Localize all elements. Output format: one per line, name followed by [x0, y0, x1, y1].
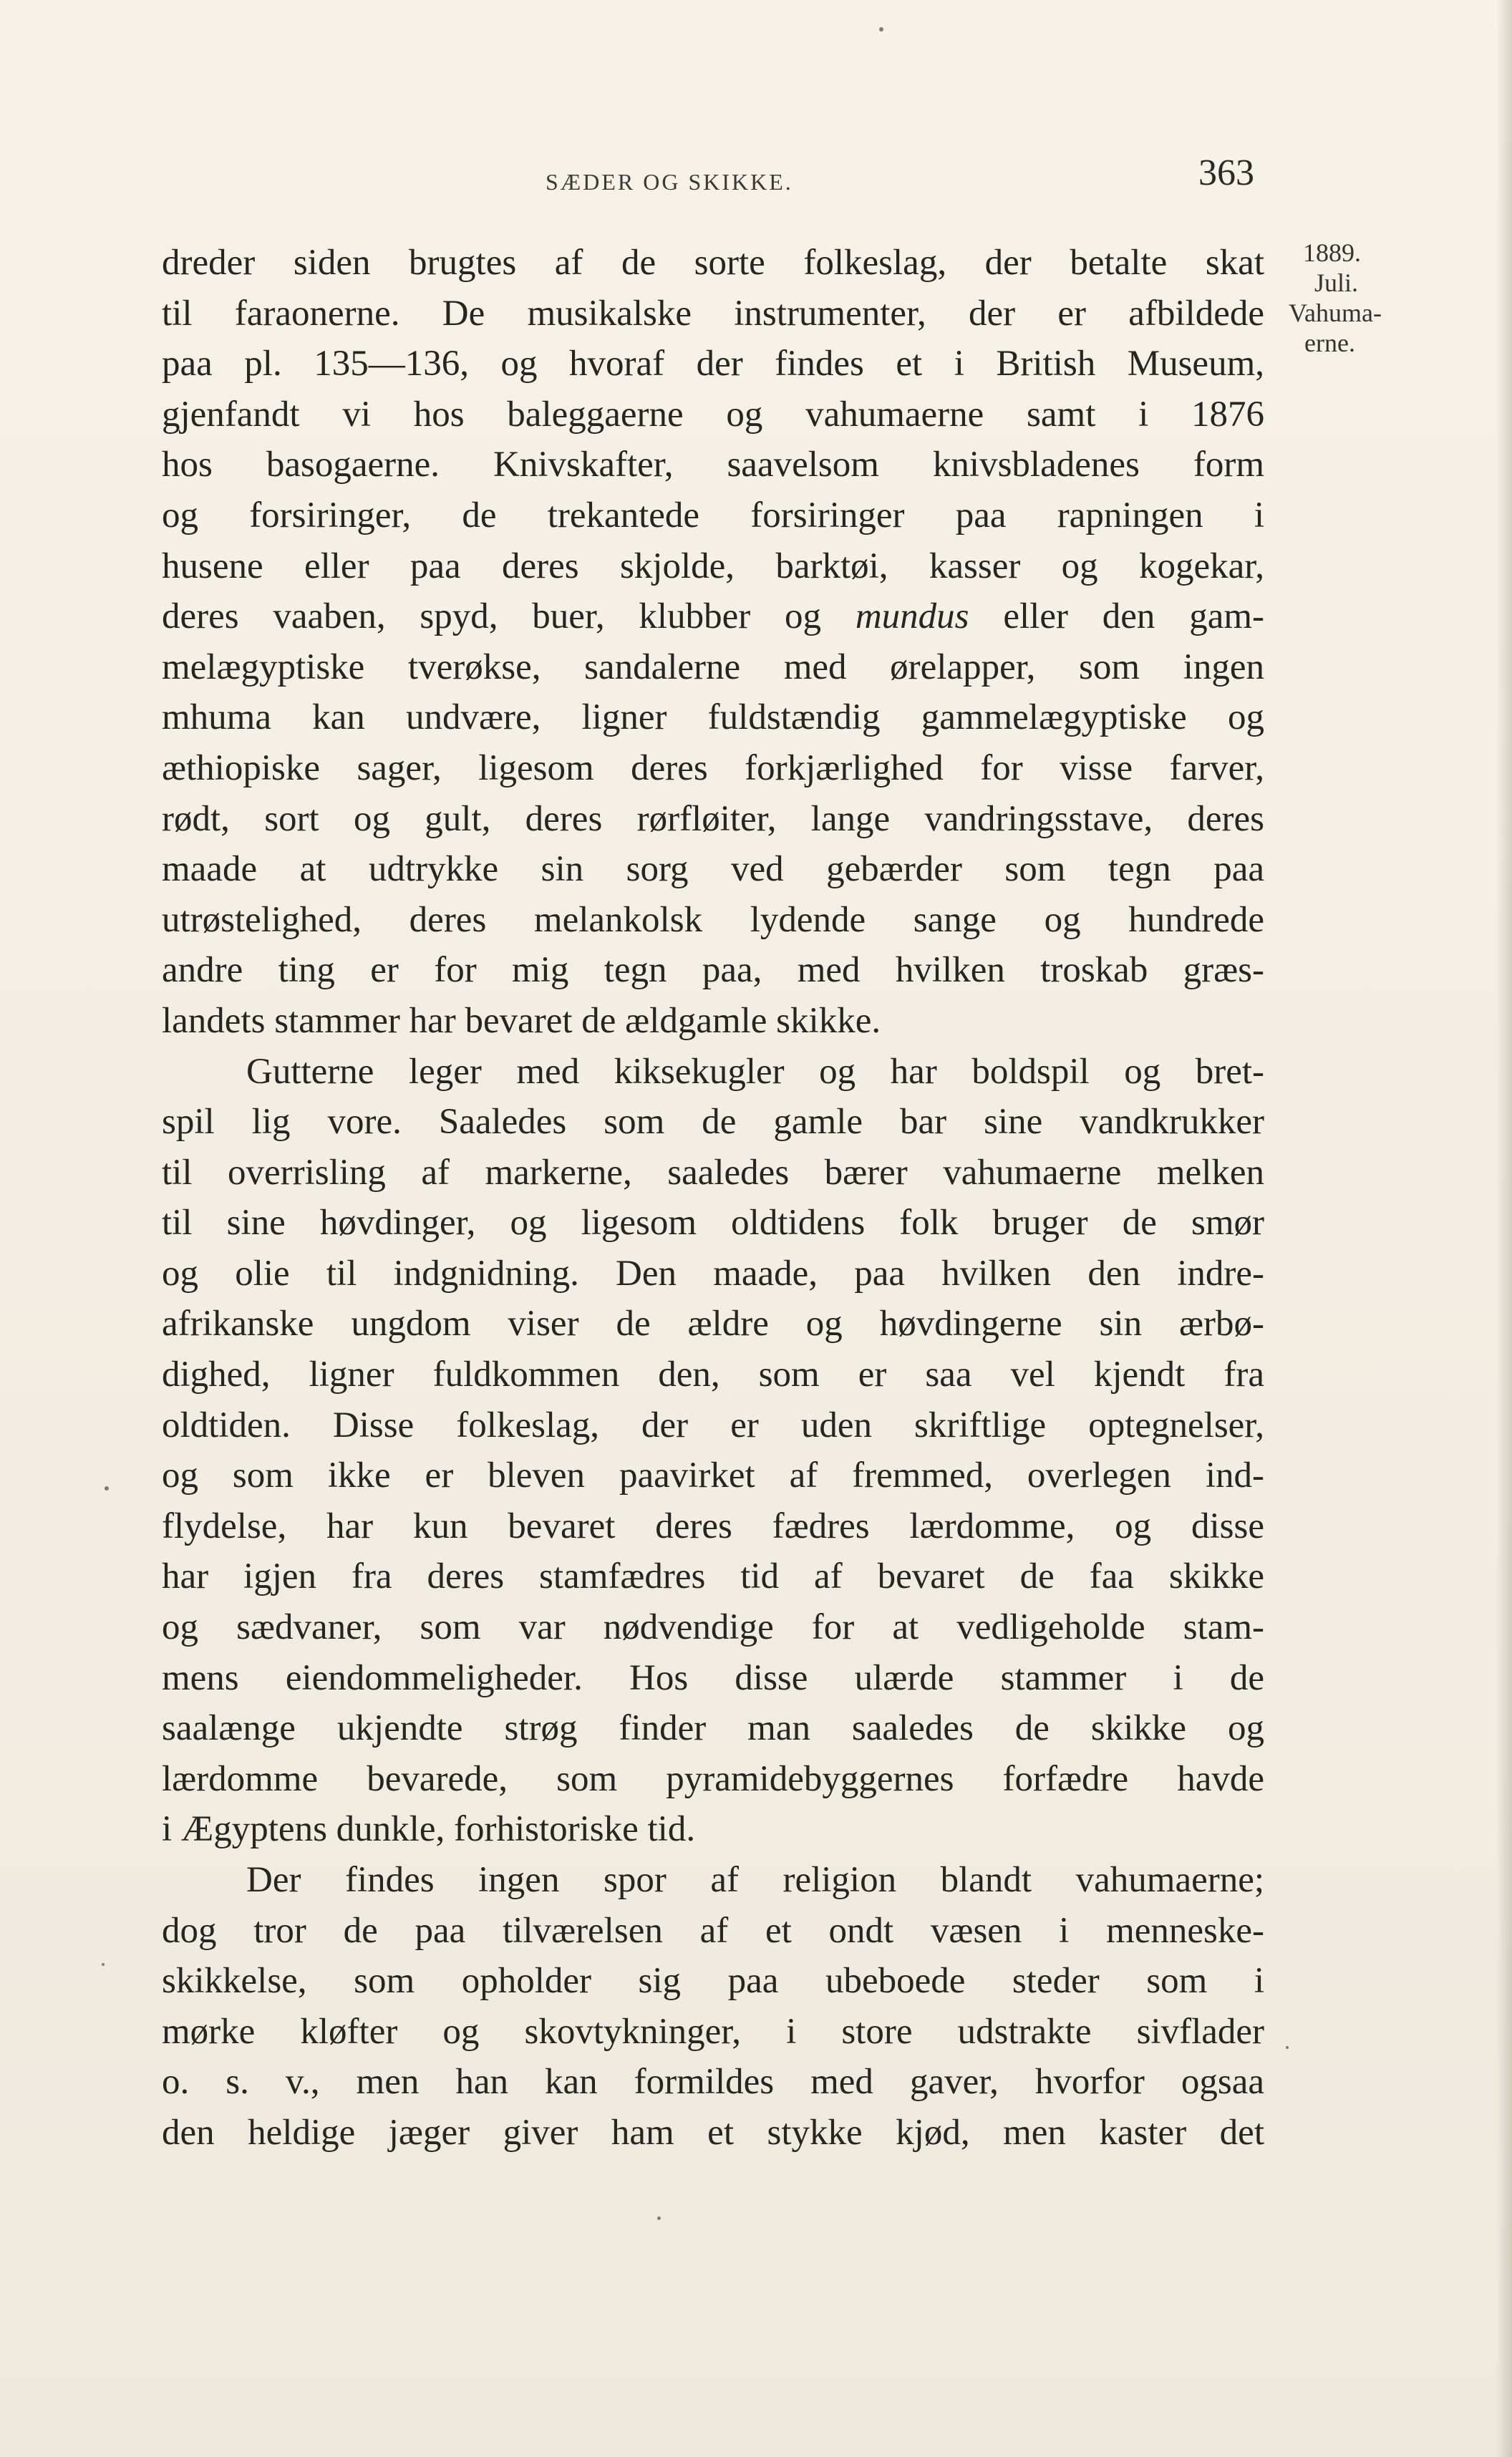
- body-text: [162, 238, 1264, 2158]
- text-line: til faraonerne. De musikalske instrumenter, der er afbildede: [162, 293, 1264, 334]
- margin-note-place: Vahuma-: [1289, 299, 1382, 327]
- text-line: melægyptiske tverøkse, sandalerne med ørelapper, som ingen: [162, 646, 1264, 687]
- text-line: til overrisling af markerne, saaledes bærer vahumaerne melken: [162, 1152, 1264, 1193]
- text-line: flydelse, har kun bevaret deres fædres lærdomme, og disse: [162, 1506, 1264, 1546]
- text-line: oldtiden. Disse folkeslag, der er uden skriftlige optegnelser,: [162, 1405, 1264, 1445]
- text-line: o. s. v., men han kan formildes med gaver, hvorfor ogsaa: [162, 2062, 1264, 2103]
- margin-note-place-cont: erne.: [1304, 329, 1355, 357]
- text-line: og sædvaner, som var nødvendige for at vedligeholde stam-: [162, 1607, 1264, 1648]
- text-line: den heldige jæger giver ham et stykke kjød, men kaster det: [162, 2112, 1264, 2153]
- margin-note: [1289, 238, 1396, 358]
- running-head: SÆDER OG SKIKKE.: [546, 169, 793, 195]
- text-line: gjenfandt vi hos baleggaerne og vahumaerne samt i 1876: [162, 394, 1264, 435]
- text-segment: deres vaaben, spyd, buer, klubber og: [162, 596, 856, 637]
- text-line: har igjen fra deres stamfædres tid af bevaret de faa skikke: [162, 1556, 1264, 1597]
- italic-word: mundus: [855, 596, 969, 637]
- text-line: dighed, ligner fuldkommen den, som er saa vel kjendt fra: [162, 1354, 1264, 1395]
- print-speck: [102, 1963, 105, 1966]
- print-speck: [1286, 2046, 1289, 2049]
- text-line: saalænge ukjendte strøg finder man saaledes de skikke og: [162, 1708, 1264, 1749]
- text-line: dog tror de paa tilværelsen af et ondt væsen i menneske-: [162, 1910, 1264, 1951]
- text-line: rødt, sort og gult, deres rørfløiter, lange vandringsstave, deres: [162, 798, 1264, 839]
- margin-note-year: 1889.: [1303, 238, 1361, 267]
- text-line: afrikanske ungdom viser de ældre og høvdingerne sin ærbø-: [162, 1304, 1264, 1344]
- text-line: maade at udtrykke sin sorg ved gebærder som tegn paa: [162, 849, 1264, 890]
- text-line: paa pl. 135—136, og hvoraf der findes et i British Museum,: [162, 344, 1264, 384]
- text-line: andre ting er for mig tegn paa, med hvilken troskab græs-: [162, 950, 1264, 991]
- page-edge-shadow: [1496, 0, 1512, 2457]
- text-line: og som ikke er bleven paavirket af fremmed, overlegen ind-: [162, 1455, 1264, 1496]
- text-line: dreder siden brugtes af de sorte folkeslag, der betalte skat: [162, 243, 1264, 283]
- text-line: hos basogaerne. Knivskafter, saavelsom knivsbladenes form: [162, 445, 1264, 485]
- text-line: skikkelse, som opholder sig paa ubeboede steder som i: [162, 1961, 1264, 2002]
- text-line: mhuma kan undvære, ligner fuldstændig gammelægyptiske og: [162, 697, 1264, 738]
- print-speck: [657, 2216, 661, 2220]
- text-line: utrøstelighed, deres melankolsk lydende sange og hundrede: [162, 899, 1264, 940]
- text-line: Gutterne leger med kiksekugler og har boldspil og bret-: [246, 1051, 1264, 1092]
- text-line: [162, 591, 1264, 642]
- text-line: og forsiringer, de trekantede forsiringer paa rapningen i: [162, 495, 1264, 536]
- margin-note-month: Juli.: [1314, 268, 1359, 297]
- print-speck: [879, 27, 883, 32]
- text-line: i Ægyptens dunkle, forhistoriske tid.: [162, 1809, 696, 1850]
- text-line: spil lig vore. Saaledes som de gamle bar sine vandkrukker: [162, 1102, 1264, 1143]
- text-line: mørke kløfter og skovtykninger, i store udstrakte sivflader: [162, 2011, 1264, 2052]
- text-line: mens eiendommeligheder. Hos disse ulærde stammer i de: [162, 1657, 1264, 1698]
- text-line: landets stammer har bevaret de ældgamle skikke.: [162, 1000, 881, 1041]
- page-number: 363: [1198, 152, 1254, 193]
- text-line: til sine høvdinger, og ligesom oldtidens folk bruger de smør: [162, 1203, 1264, 1244]
- text-line: Der findes ingen spor af religion blandt vahumaerne;: [246, 1860, 1264, 1900]
- text-line: og olie til indgnidning. Den maade, paa hvilken den indre-: [162, 1253, 1264, 1294]
- text-line: æthiopiske sager, ligesom deres forkjærlighed for visse farver,: [162, 747, 1264, 788]
- text-line: husene eller paa deres skjolde, barktøi, kasser og kogekar,: [162, 546, 1264, 586]
- text-segment: eller den gam-: [969, 596, 1264, 637]
- print-speck: [105, 1486, 109, 1491]
- text-line: lærdomme bevarede, som pyramidebyggernes forfædre havde: [162, 1758, 1264, 1799]
